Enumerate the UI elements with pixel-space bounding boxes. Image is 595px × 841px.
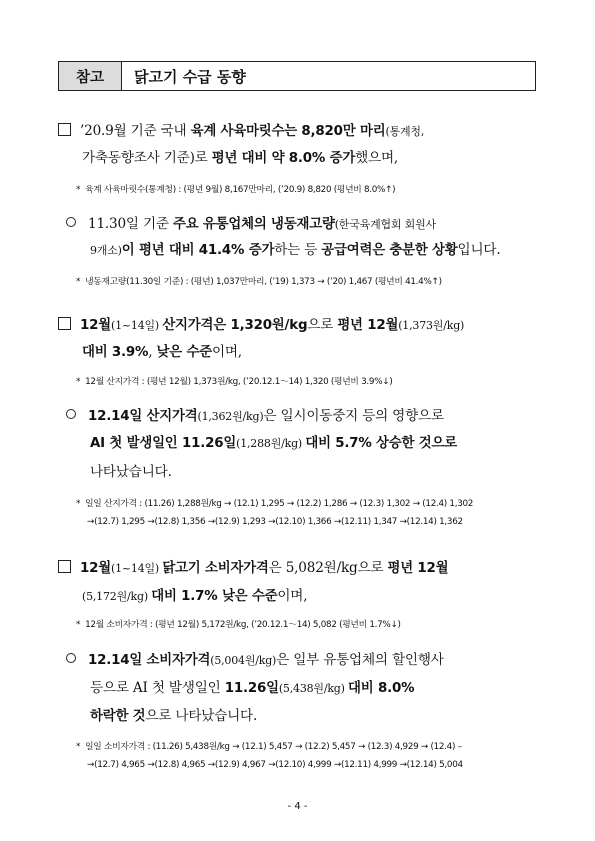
circle-bullet-icon (66, 653, 76, 663)
s2sub-line3: 나타났습니다. (90, 464, 172, 480)
s3sub-note-1: * 일일 소비자가격 : (11.26) 5,438원/kg → (12.1) 5,457 → (12.2) 5,457 → (12.3) 4,929 → (12.4) – (76, 742, 462, 752)
section-title: 닭고기 수급 동향 (134, 67, 246, 86)
square-bullet-icon (58, 123, 71, 136)
s2-note: * 12월 산지가격 : (평년 12월) 1,373원/kg, (’20.12.1～14) 1,320 (평년비 3.9%↓) (76, 377, 393, 387)
asterisk-icon: * (76, 185, 81, 195)
square-bullet-icon (58, 317, 71, 330)
s1-line1: ’20.9월 기준 국내 육계 사육마릿수는 8,820만 마리(통계청, (58, 119, 424, 139)
section-header-box (58, 61, 536, 91)
s2sub-line2: AI 첫 발생일인 11.26일(1,288원/kg) 대비 5.7% 상승한 것으로 (90, 436, 457, 451)
s1sub-line1: 11.30일 기준 주요 유통업체의 냉동재고량(한국육계협회 회원사 (66, 212, 436, 232)
s2-line1: 12월(1~14일) 산지가격은 1,320원/kg으로 평년 12월(1,373원/kg) (58, 313, 464, 333)
s2sub-line1: 12.14일 산지가격(1,362원/kg)은 일시이동중지 등의 영향으로 (66, 404, 444, 424)
s1sub-note: * 냉동재고량(11.30일 기준) : (평년) 1,037만마리, (’19) 1,373 → (’20) 1,467 (평년비 41.4%↑) (76, 277, 442, 287)
asterisk-icon: * (76, 742, 81, 752)
s3-note: * 12월 소비자가격 : (평년 12월) 5,172원/kg, (’20.12.1～14) 5,082 (평년비 1.7%↓) (76, 620, 401, 630)
square-bullet-icon (58, 560, 71, 573)
s3-line1: 12월(1~14일) 닭고기 소비자가격은 5,082원/kg으로 평년 12월 (58, 556, 448, 576)
s2-line2: 대비 3.9%, 낮은 수준이며, (82, 344, 242, 360)
s3-line2: (5,172원/kg) 대비 1.7% 낮은 수준이며, (82, 588, 308, 604)
asterisk-icon: * (76, 620, 81, 630)
s3sub-line3: 하락한 것으로 나타났습니다. (90, 708, 258, 724)
s2sub-note-2: →(12.7) 1,295 →(12.8) 1,356 →(12.9) 1,293 →(12.10) 1,366 →(12.11) 1,347 →(12.14) 1,362 (87, 517, 463, 527)
s3sub-line2: 등으로 AI 첫 발생일인 11.26일(5,438원/kg) 대비 8.0% (90, 680, 415, 696)
asterisk-icon: * (76, 377, 81, 387)
reference-tag: 참고 (59, 62, 122, 90)
asterisk-icon: * (76, 499, 81, 509)
s3sub-line1: 12.14일 소비자가격(5,004원/kg)은 일부 유통업체의 할인행사 (66, 648, 444, 668)
s3sub-note-2: →(12.7) 4,965 →(12.8) 4,965 →(12.9) 4,967 →(12.10) 4,999 →(12.11) 4,999 →(12.14) 5,004 (87, 760, 463, 770)
s2sub-note-1: * 일일 산지가격 : (11.26) 1,288원/kg → (12.1) 1,295 → (12.2) 1,286 → (12.3) 1,302 → (12.4) 1,302 (76, 499, 474, 509)
asterisk-icon: * (76, 277, 81, 287)
circle-bullet-icon (66, 217, 76, 227)
s1sub-line2: 9개소)이 평년 대비 41.4% 증가하는 등 공급여력은 충분한 상황입니다. (90, 242, 501, 258)
s1-note: * 육계 사육마릿수(통계청) : (평년 9월) 8,167만마리, (’20.9) 8,820 (평년비 8.0%↑) (76, 185, 396, 195)
s1-line2: 가축동향조사 기준)로 평년 대비 약 8.0% 증가했으며, (82, 150, 398, 166)
page-number: - 4 - (287, 801, 308, 812)
circle-bullet-icon (66, 409, 76, 419)
